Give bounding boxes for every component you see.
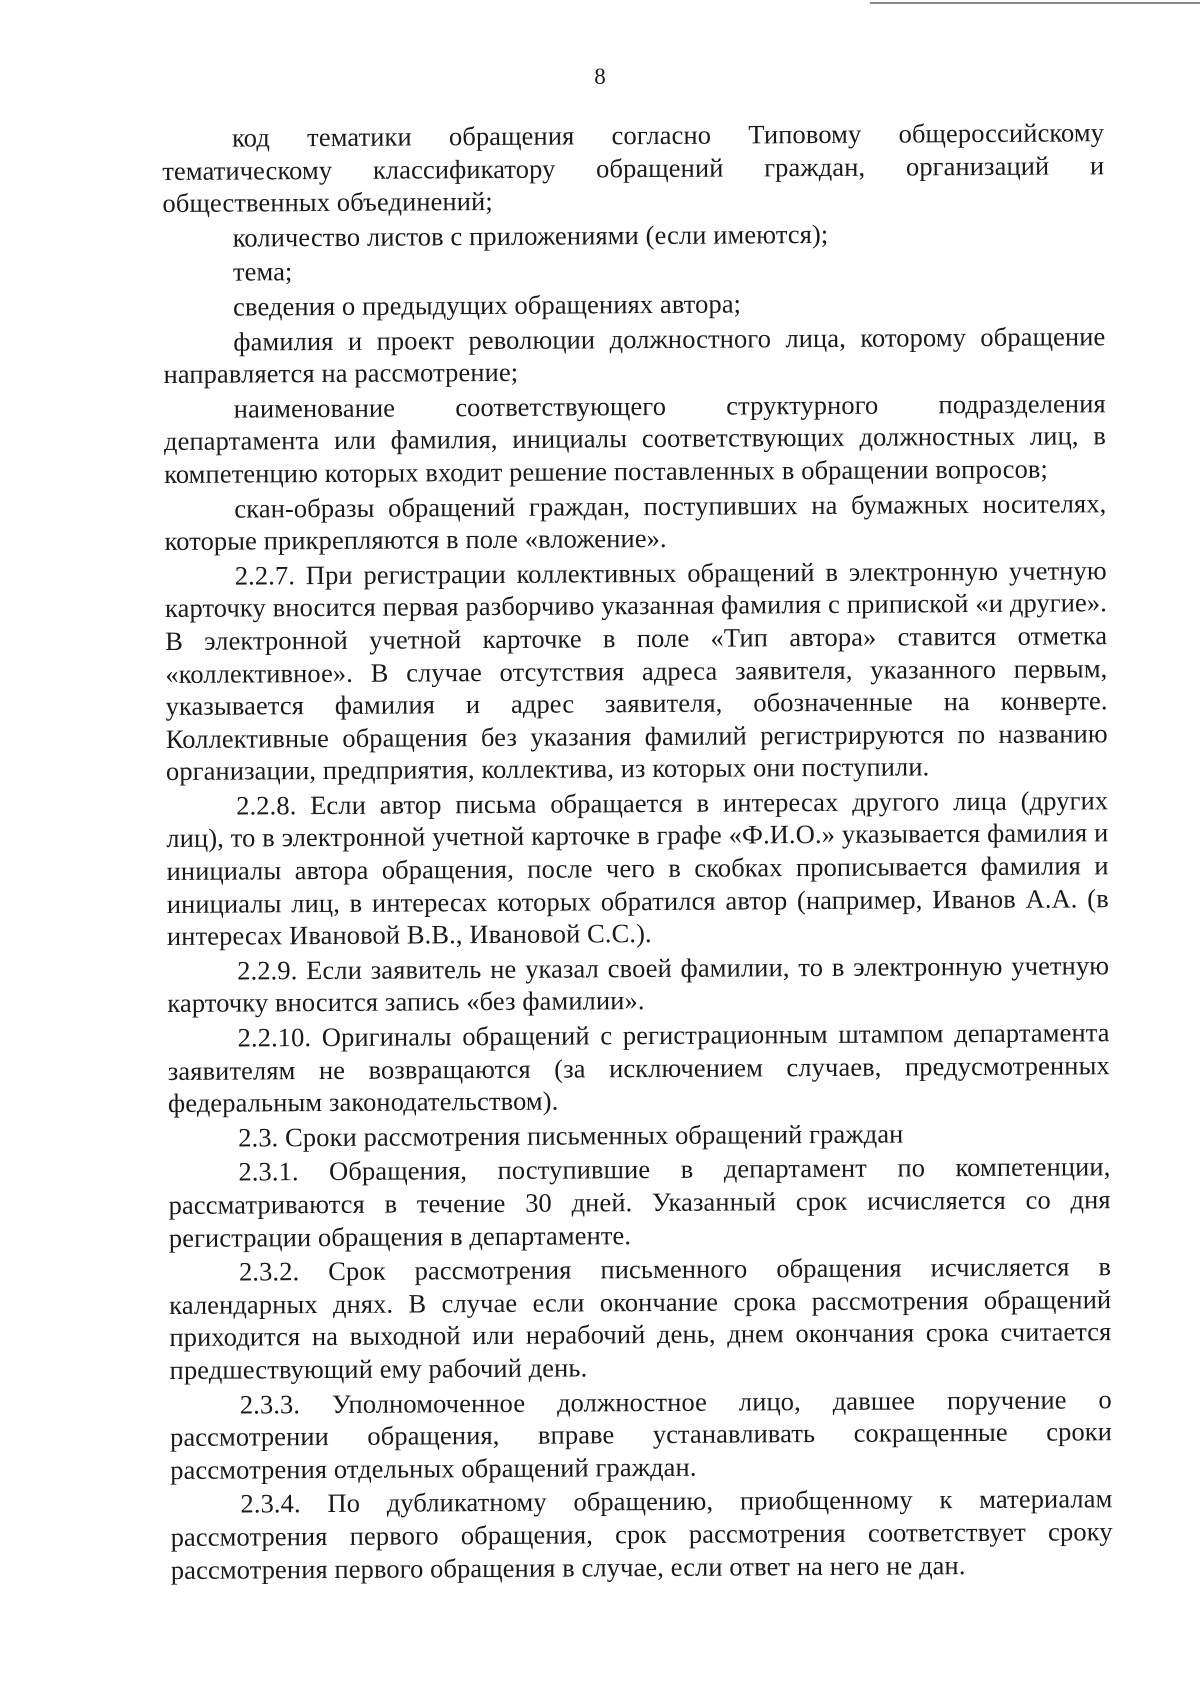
- section-2-3-2: 2.3.2. Срок рассмотрения письменного обращения исчисляется в календарных днях. В случае если окончание срока рассмотрения обращений приходится на выходной или нерабочий день, днем окончания срока считается предшествующий ему рабочий день.: [169, 1251, 1112, 1385]
- section-2-3-1: 2.3.1. Обращения, поступившие в департамент по компетенции, рассматриваются в течение 30 дней. Указанный срок исчисляется со дня регистрации обращения в департаменте.: [168, 1151, 1111, 1253]
- section-2-2-8: 2.2.8. Если автор письма обращается в интересах другого лица (других лиц), то в электронной учетной карточке в графе «Ф.И.О.» указывается фамилия и инициалы автора обращения, после чего в скобках прописывается фамилия и инициалы лиц, в интересах которых обратился автор (например, Иванов А.А. (в интересах Ивановой В.В., Ивановой С.С.).: [166, 785, 1109, 952]
- scan-edge-line: [870, 2, 1200, 4]
- list-item-division-name: наименование соответствующего структурного подразделения департамента или фамилия, инициалы соответствующих должностных лиц, в компетенцию которых входит решение поставленных в обращении вопросов;: [163, 387, 1107, 489]
- list-item-official-resolution: фамилия и проект революции должностного лица, которому обращение направляется на рассмотрение;: [163, 320, 1106, 390]
- list-item-scans: скан-образы обращений граждан, поступивших на бумажных носителях, которые прикрепляются в поле «вложение».: [164, 487, 1107, 557]
- list-item-sheet-count: количество листов с приложениями (если имеются);: [232, 218, 829, 253]
- section-2-3-3: 2.3.3. Уполномоченное должностное лицо, давшее поручение о рассмотрении обращения, вправе устанавливать сокращенные сроки рассмотрения отдельных обращений граждан.: [169, 1383, 1113, 1485]
- list-item-previous-appeals: сведения о предыдущих обращениях автора;: [233, 288, 742, 322]
- document-body: [162, 116, 1113, 1588]
- section-2-3-heading: 2.3. Сроки рассмотрения письменных обращений граждан: [238, 1118, 904, 1153]
- section-2-2-10: 2.2.10. Оригиналы обращений с регистрационным штампом департамента заявителям не возвращаются (за исключением случаев, предусмотренных федеральным законодательством).: [167, 1017, 1110, 1119]
- section-2-2-7: 2.2.7. При регистрации коллективных обращений в электронную учетную карточку вносится первая разборчиво указанная фамилия с припиской «и другие». В электронной учетной карточке в поле «Тип автора» ставится отметка «коллективное». В случае отсутствия адреса заявителя, указанного первым, указывается фамилия и адрес заявителя, обозначенные на конверте. Коллективные обращения без указания фамилий регистрируются по названию организации, предприятия, коллектива, из которых они поступили.: [164, 554, 1108, 787]
- section-2-3-4: 2.3.4. По дубликатному обращению, приобщенному к материалам рассмотрения первого обращения, срок рассмотрения соответствует сроку рассмотрения первого обращения в случае, если ответ на него не дан.: [170, 1483, 1113, 1585]
- list-item-topic-code: код тематики обращения согласно Типовому общероссийскому тематическому классификатору обращений граждан, организаций и общественных объединений;: [162, 117, 1105, 219]
- list-item-theme: тема;: [232, 256, 293, 287]
- page-number: 8: [594, 64, 606, 89]
- section-2-2-9: 2.2.9. Если заявитель не указал своей фамилии, то в электронную учетную карточку вносится запись «без фамилии».: [167, 950, 1110, 1019]
